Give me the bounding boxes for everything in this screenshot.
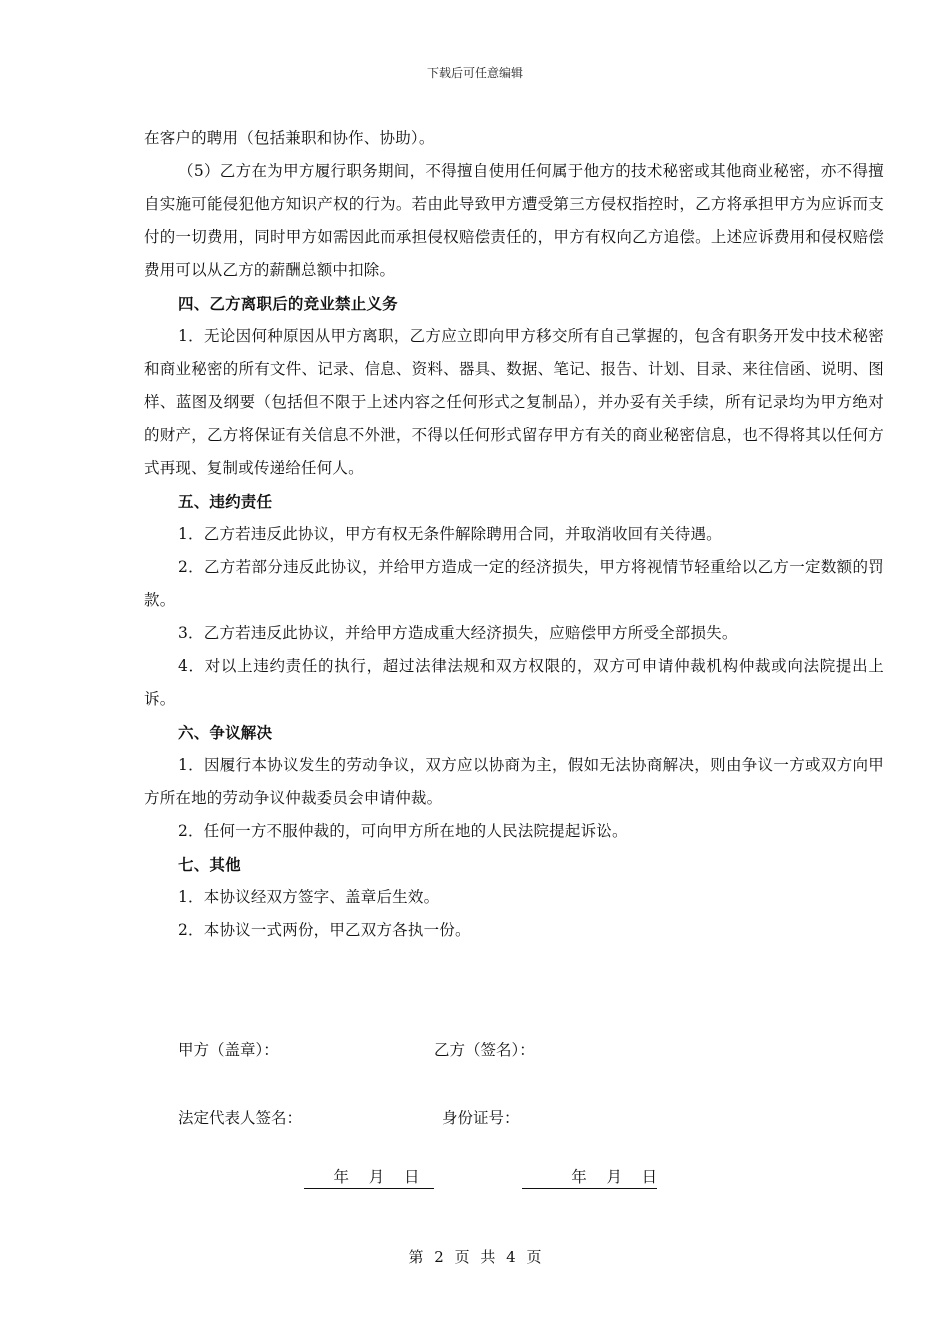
- body-paragraph: 在客户的聘用（包括兼职和协作、协助）。: [144, 129, 435, 147]
- party-b-date-line: 年 月 日: [522, 1165, 657, 1189]
- body-paragraph: 2．乙方若部分违反此协议，并给甲方造成一定的经济损失，甲方将视情节轻重给以乙方一定数额的罚款。: [144, 558, 884, 609]
- party-a-date-line: 年 月 日: [304, 1165, 434, 1189]
- body-paragraph: （5）乙方在为甲方履行职务期间，不得擅自使用任何属于他方的技术秘密或其他商业秘密，亦不得擅自实施可能侵犯他方知识产权的行为。若由此导致甲方遭受第三方侵权指控时，乙方将承担甲方为应诉而支付的一切费用，同时甲方如需因此而承担侵权赔偿责任的，甲方有权向乙方追偿。上述应诉费用和侵权赔偿费用可以从乙方的薪酬总额中扣除。: [144, 162, 884, 279]
- party-a-seal-label: 甲方（盖章）：: [178, 1041, 279, 1059]
- page-header: 下载后可任意编辑: [426, 66, 523, 80]
- section-heading: 五、违约责任: [178, 492, 273, 511]
- body-paragraph: 3．乙方若违反此协议，并给甲方造成重大经济损失，应赔偿甲方所受全部损失。: [178, 624, 738, 642]
- legal-rep-sign-label: 法定代表人签名：: [178, 1109, 303, 1127]
- section-heading: 六、争议解决: [178, 723, 273, 742]
- section-heading: 四、乙方离职后的竞业禁止义务: [178, 294, 398, 313]
- body-paragraph: 2．本协议一式两份，甲乙双方各执一份。: [178, 921, 471, 939]
- body-paragraph: 4．对以上违约责任的执行，超过法律法规和双方权限的，双方可申请仲裁机构仲裁或向法院提出上诉。: [144, 657, 884, 708]
- party-b-sign-label: 乙方（签名）：: [434, 1041, 535, 1059]
- page-number-footer: 第 2 页 共 4 页: [408, 1248, 542, 1266]
- section-heading: 七、其他: [178, 855, 241, 874]
- document-body: [144, 122, 884, 947]
- id-number-label: 身份证号：: [442, 1109, 520, 1127]
- body-paragraph: 1．因履行本协议发生的劳动争议，双方应以协商为主，假如无法协商解决，则由争议一方或双方向甲方所在地的劳动争议仲裁委员会申请仲裁。: [144, 756, 884, 807]
- body-paragraph: 1．本协议经双方签字、盖章后生效。: [178, 888, 440, 906]
- body-paragraph: 1．无论因何种原因从甲方离职，乙方应立即向甲方移交所有自己掌握的，包含有职务开发中技术秘密和商业秘密的所有文件、记录、信息、资料、器具、数据、笔记、报告、计划、目录、来往信函、说明、图样、蓝图及纲要（包括但不限于上述内容之任何形式之复制品），并办妥有关手续，所有记录均为甲方绝对的财产，乙方将保证有关信息不外泄，不得以任何形式留存甲方有关的商业秘密信息，也不得将其以任何方式再现、复制或传递给任何人。: [144, 327, 884, 477]
- body-paragraph: 2．任何一方不服仲裁的，可向甲方所在地的人民法院提起诉讼。: [178, 822, 628, 840]
- body-paragraph: 1．乙方若违反此协议，甲方有权无条件解除聘用合同，并取消收回有关待遇。: [178, 525, 722, 543]
